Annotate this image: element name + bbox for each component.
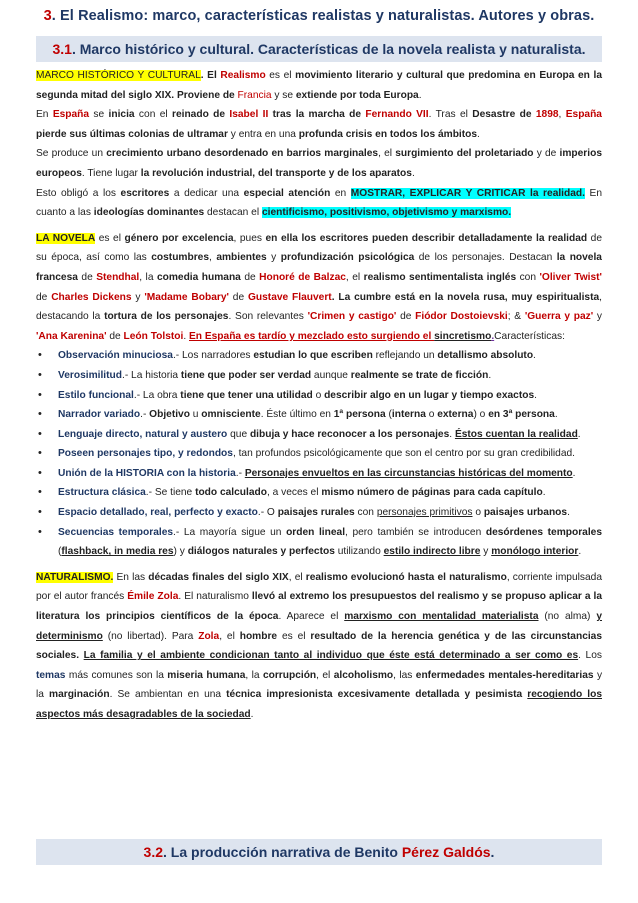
bullet-icon: • bbox=[38, 388, 42, 401]
text-run: tortura de los personajes bbox=[104, 311, 229, 323]
text-run: la novela francesa bbox=[36, 252, 602, 283]
text-run: Charles Dickens bbox=[51, 291, 132, 303]
text-run: 'Oliver Twist' bbox=[539, 271, 602, 283]
list-item bbox=[36, 405, 602, 425]
text-run: . bbox=[577, 428, 581, 440]
text-run: 'Guerra y paz' bbox=[524, 311, 594, 323]
text-run: . bbox=[572, 467, 576, 479]
text-run: profundización psicológica bbox=[280, 252, 415, 264]
text-run: 'Madame Bobary' bbox=[144, 291, 229, 303]
text-run: imperios europeos bbox=[36, 148, 602, 179]
text-run: es el bbox=[277, 630, 311, 642]
item-key: Estructura clásica bbox=[58, 487, 146, 499]
item-key: Estilo funcional bbox=[58, 389, 134, 401]
text-run: . Aparece el bbox=[278, 611, 345, 623]
text-run: miseria humana bbox=[167, 669, 246, 681]
text-run: con bbox=[354, 507, 377, 519]
section-title: . Marco histórico y cultural. Características de la novela realista y naturalista. bbox=[71, 41, 586, 57]
text-run: , pues bbox=[233, 232, 266, 244]
text-run: Características: bbox=[494, 330, 565, 342]
text-run: marxismo con mentalidad materialista bbox=[344, 611, 539, 623]
text-run: ( bbox=[58, 546, 62, 558]
text-run: Honoré de Balzac bbox=[259, 271, 346, 283]
text-run: .- bbox=[140, 409, 150, 421]
text-run: llevó al extremo los presupuestos del realismo y se propuso aplicar a la literatura los principios científicos de la época bbox=[36, 591, 602, 623]
list-item bbox=[36, 346, 602, 366]
bullet-icon: • bbox=[38, 525, 42, 538]
item-key: Lenguaje directo, natural y austero bbox=[58, 428, 228, 440]
text-run: ideologías dominantes bbox=[93, 207, 205, 219]
text-run: marginación bbox=[49, 689, 110, 701]
text-run: 'Crimen y castigo' bbox=[307, 311, 397, 323]
item-key: Verosimilitud bbox=[58, 369, 122, 381]
label-naturalismo: NATURALISMO. bbox=[36, 571, 114, 583]
text-run: . Éste último en bbox=[260, 409, 334, 421]
text-run: , bbox=[209, 252, 217, 264]
text-run: realismo sentimentalista inglés bbox=[363, 271, 517, 283]
text-run: enfermedades mentales-hereditarias bbox=[415, 669, 594, 681]
section-author: Pérez Galdós bbox=[401, 844, 491, 860]
text-run: , corriente impulsada por el autor francés bbox=[36, 571, 602, 603]
text-run: tiene que poder ser verdad bbox=[180, 369, 312, 381]
caracteristicas-list bbox=[36, 346, 602, 562]
text-run: costumbres bbox=[151, 252, 209, 264]
text-run: inicia bbox=[108, 109, 135, 121]
text-run: y bbox=[593, 311, 603, 323]
text-run: , bbox=[558, 109, 566, 121]
text-run: . bbox=[331, 291, 339, 303]
text-run: Objetivo bbox=[149, 409, 190, 421]
text-run: cientificismo, positivismo, objetivismo y marxismo. bbox=[261, 207, 512, 219]
label-novela: LA NOVELA bbox=[36, 232, 96, 244]
text-run: u bbox=[189, 409, 202, 421]
text-run: España bbox=[565, 109, 602, 121]
text-run: Stendhal bbox=[96, 271, 140, 283]
paragraph-naturalismo bbox=[36, 568, 602, 725]
text-run: en bbox=[330, 187, 351, 199]
text-run: realismo evolucionó hasta el naturalismo bbox=[305, 571, 507, 583]
text-run: Isabel II bbox=[229, 109, 269, 121]
text-run: dibuja y hace reconocer a los personajes bbox=[249, 428, 450, 440]
text-run: temas bbox=[36, 669, 66, 681]
text-run: Émile Zola bbox=[127, 591, 179, 603]
text-run: de bbox=[77, 271, 97, 283]
text-run: personajes primitivos bbox=[376, 507, 473, 519]
text-run: de bbox=[240, 271, 260, 283]
text-run: pierde sus últimas colonias de ultramar bbox=[36, 128, 228, 140]
text-run: surgimiento del proletariado bbox=[395, 148, 534, 160]
text-run: , el bbox=[288, 571, 306, 583]
text-run: alcoholismo bbox=[333, 669, 394, 681]
text-run: 1898 bbox=[535, 109, 559, 121]
text-run: monólogo interior bbox=[491, 546, 579, 558]
text-run: Esto obligó a los bbox=[36, 187, 121, 199]
text-run: o bbox=[425, 409, 438, 421]
text-run: o bbox=[312, 389, 325, 401]
text-run: Realismo bbox=[220, 70, 266, 81]
text-run: reflejando un bbox=[372, 350, 438, 362]
paragraph-escritores bbox=[36, 184, 602, 223]
text-run: especial atención bbox=[243, 187, 331, 199]
text-run: y bbox=[480, 546, 492, 558]
text-run: Fernando VII bbox=[365, 109, 429, 121]
text-run: , el bbox=[378, 148, 396, 160]
text-run: La cumbre está en la novela rusa, muy espiritualista bbox=[338, 291, 600, 303]
text-run: escritores bbox=[120, 187, 170, 199]
text-run: realmente se trate de ficción bbox=[350, 369, 489, 381]
text-run: de bbox=[228, 291, 248, 303]
text-run: La familia y el ambiente condicionan tanto al individuo que éste está determinado a ser como es bbox=[83, 650, 579, 662]
text-run: . El bbox=[200, 70, 221, 81]
text-run: , tan profundos psicológicamente que son el centro por su gran credibilidad. bbox=[232, 448, 575, 460]
text-run: Personajes envueltos en las circunstancias históricas del momento bbox=[244, 467, 573, 479]
section-number: 3.2 bbox=[143, 844, 164, 860]
text-run: León Tolstoi bbox=[123, 330, 184, 342]
text-run: En bbox=[36, 109, 53, 121]
text-run: . bbox=[488, 369, 492, 381]
text-run: .- O bbox=[257, 507, 278, 519]
text-run: y se bbox=[271, 89, 296, 101]
text-run: Se produce un bbox=[36, 148, 107, 160]
text-run: de bbox=[36, 291, 52, 303]
text-run: . bbox=[542, 487, 546, 499]
text-run: movimiento literario y cultural que predomina en Europa en la segunda mitad del siglo XIX bbox=[36, 70, 602, 101]
text-run: 1ª persona bbox=[333, 409, 386, 421]
list-item bbox=[36, 503, 602, 523]
text-run: .- Se tiene bbox=[145, 487, 196, 499]
text-run: interna bbox=[391, 409, 426, 421]
text-run: ( bbox=[385, 409, 392, 421]
text-run: . bbox=[418, 89, 422, 101]
text-run: , las bbox=[393, 669, 416, 681]
list-item bbox=[36, 523, 602, 562]
text-run: externa bbox=[437, 409, 474, 421]
text-run: , la bbox=[139, 271, 157, 283]
text-run: se bbox=[89, 109, 109, 121]
list-item bbox=[36, 386, 602, 406]
text-run: , el bbox=[345, 271, 364, 283]
text-run: . Se ambientan en una bbox=[109, 689, 227, 701]
text-run: estilo indirecto libre bbox=[383, 546, 481, 558]
text-run: ambientes bbox=[216, 252, 267, 264]
text-run: y bbox=[131, 291, 145, 303]
text-run: o bbox=[472, 507, 484, 519]
text-run: .- bbox=[235, 467, 245, 479]
text-run: reinado de bbox=[172, 109, 230, 121]
item-key: Poseen personajes tipo, y redondos bbox=[58, 448, 233, 460]
paragraph-espana bbox=[36, 105, 602, 144]
text-run: décadas finales del siglo XIX bbox=[148, 571, 289, 583]
text-run: ) o bbox=[473, 409, 489, 421]
text-run: , el bbox=[219, 630, 240, 642]
text-run: sincretismo bbox=[434, 330, 492, 342]
text-run: . bbox=[491, 330, 495, 342]
text-run: . bbox=[533, 350, 536, 362]
text-run: omnisciente bbox=[201, 409, 261, 421]
text-run: Fiódor Dostoievski bbox=[415, 311, 508, 323]
text-run: Zola bbox=[198, 630, 220, 642]
text-run: y determinismo bbox=[36, 611, 602, 642]
text-run: . El naturalismo bbox=[178, 591, 252, 603]
text-run: género por excelencia bbox=[124, 232, 234, 244]
text-run: de bbox=[106, 330, 124, 342]
text-run: . Son relevantes bbox=[228, 311, 308, 323]
text-run: , el bbox=[316, 669, 334, 681]
text-run: destacan el bbox=[204, 207, 262, 219]
text-run: . bbox=[554, 409, 558, 421]
item-key: Espacio detallado, real, perfecto y exacto bbox=[58, 507, 258, 519]
title-number: 3 bbox=[43, 8, 52, 24]
text-run: y bbox=[266, 252, 281, 264]
paragraph-urbano bbox=[36, 144, 602, 183]
text-run: y la bbox=[36, 669, 603, 701]
text-run: y entra en una bbox=[227, 128, 299, 140]
text-run: Gustave Flauvert bbox=[247, 291, 332, 303]
text-run: . bbox=[250, 709, 254, 720]
text-run: . bbox=[183, 330, 189, 342]
text-run: y de bbox=[533, 148, 560, 160]
paragraph-novela bbox=[36, 229, 602, 347]
text-run: en 3ª persona bbox=[488, 409, 555, 421]
text-run: .- La mayoría sigue un bbox=[173, 526, 287, 538]
text-run: . bbox=[449, 428, 455, 440]
label-marco: MARCO HISTÓRICO Y CULTURAL bbox=[36, 70, 201, 81]
bullet-icon: • bbox=[38, 427, 42, 440]
text-run: hombre bbox=[239, 630, 278, 642]
text-run: utilizando bbox=[334, 546, 384, 558]
text-run: que bbox=[227, 428, 250, 440]
bullet-icon: • bbox=[38, 466, 42, 479]
item-key: Secuencias temporales bbox=[58, 526, 174, 538]
text-run: tras la marcha de bbox=[268, 109, 366, 121]
text-run: detallismo absoluto bbox=[437, 350, 534, 362]
text-run: mismo número de páginas para cada capítulo bbox=[321, 487, 543, 499]
text-run: comedia humana bbox=[156, 271, 241, 283]
text-run: , la bbox=[245, 669, 263, 681]
bullet-icon: • bbox=[38, 506, 42, 519]
text-run: . Tras el bbox=[428, 109, 473, 121]
text-run: paisajes rurales bbox=[277, 507, 355, 519]
text-run: . bbox=[411, 167, 415, 179]
list-item bbox=[36, 464, 602, 484]
text-run: , a veces el bbox=[266, 487, 322, 499]
text-run: técnica impresionista excesivamente detallada y pesimista bbox=[226, 689, 523, 701]
text-run: Francia bbox=[237, 89, 272, 101]
text-run: . Proviene de bbox=[171, 89, 238, 101]
text-run: flashback, in media res bbox=[61, 546, 174, 558]
text-run: crecimiento urbano desordenado en barrios marginales bbox=[106, 148, 379, 160]
bullet-icon: • bbox=[38, 349, 42, 362]
text-run: En cuanto a las bbox=[36, 187, 602, 219]
text-run: (no libertad). Para bbox=[102, 630, 199, 642]
text-run: MOSTRAR, EXPLICAR Y CRITICAR la realidad. bbox=[350, 187, 585, 199]
text-run: extiende por toda Europa bbox=[295, 89, 419, 101]
item-key: Narrador variado bbox=[58, 409, 141, 421]
text-run: paisajes urbanos bbox=[483, 507, 568, 519]
text-run: de los personajes. Destacan bbox=[414, 252, 557, 264]
text-run: diálogos naturales y perfectos bbox=[187, 546, 335, 558]
text-run: de su época, así como las bbox=[36, 232, 602, 264]
bullet-icon: • bbox=[38, 408, 42, 421]
list-item bbox=[36, 444, 602, 464]
title-text: . El Realismo: marco, características realistas y naturalistas. Autores y obras. bbox=[51, 8, 595, 24]
text-run: profunda crisis en todos los ámbitos bbox=[298, 128, 478, 140]
section-heading-3-1 bbox=[36, 36, 602, 62]
text-run: resultado de la herencia genética y de las circunstancias sociales. bbox=[36, 630, 603, 662]
text-run: Éstos cuentan la realidad bbox=[454, 428, 578, 440]
document-body bbox=[36, 66, 602, 725]
section-title: . La producción narrativa de Benito bbox=[163, 844, 402, 860]
text-run: .- La obra bbox=[133, 389, 181, 401]
text-run: ) y bbox=[173, 546, 188, 558]
text-run: , pero también se introducen bbox=[345, 526, 486, 538]
text-run: . Tiene lugar bbox=[81, 167, 141, 179]
text-run: con el bbox=[134, 109, 172, 121]
item-key: Unión de la HISTORIA con la historia bbox=[58, 467, 236, 479]
text-run: 'Ana Karenina' bbox=[36, 330, 107, 342]
text-run: . bbox=[477, 128, 480, 140]
text-run: España bbox=[52, 109, 90, 121]
text-run: .- La historia bbox=[121, 369, 181, 381]
bullet-icon: • bbox=[38, 368, 42, 381]
text-run: En España es tardío y mezclado esto surgiendo el bbox=[189, 330, 435, 342]
text-run: a dedicar una bbox=[169, 187, 244, 199]
list-item bbox=[36, 425, 602, 445]
text-run: . Los bbox=[578, 650, 602, 662]
text-run: es el bbox=[265, 70, 296, 81]
text-run: En las bbox=[113, 571, 149, 583]
bullet-icon: • bbox=[38, 447, 42, 460]
text-run: orden lineal bbox=[286, 526, 346, 538]
section-title-end: . bbox=[490, 844, 495, 860]
text-run: . bbox=[534, 389, 537, 401]
text-run: es el bbox=[95, 232, 125, 244]
text-run: aunque bbox=[311, 369, 351, 381]
text-run: la revolución industrial, del transporte y de los aparatos bbox=[140, 167, 412, 179]
text-run: más comunes son la bbox=[65, 669, 168, 681]
paragraph-marco bbox=[36, 66, 602, 105]
text-run: en ella los escritores pueden describir detalladamente la realidad bbox=[265, 232, 588, 244]
text-run: corrupción bbox=[262, 669, 317, 681]
bullet-icon: • bbox=[38, 486, 42, 499]
text-run: (no alma) bbox=[538, 611, 597, 623]
text-run: tiene que tener una utilidad bbox=[180, 389, 313, 401]
list-item bbox=[36, 483, 602, 503]
text-run: desórdenes temporales bbox=[485, 526, 602, 538]
item-key: Observación minuciosa bbox=[58, 350, 173, 362]
text-run: . bbox=[567, 507, 570, 519]
text-run: Desastre de bbox=[472, 109, 536, 121]
text-run: estudian lo que escriben bbox=[253, 350, 373, 362]
text-run: con bbox=[516, 271, 540, 283]
page-title bbox=[0, 8, 638, 24]
text-run: , destacando la bbox=[36, 291, 603, 323]
text-run: .- Los narradores bbox=[172, 350, 254, 362]
text-run: de bbox=[396, 311, 416, 323]
text-run: recogiendo los aspectos más desagradables de la sociedad bbox=[36, 689, 602, 720]
text-run: . bbox=[578, 546, 582, 558]
text-run: ; & bbox=[507, 311, 525, 323]
section-number: 3.1 bbox=[52, 41, 72, 57]
text-run: describir algo en un lugar y tiempo exactos bbox=[324, 389, 535, 401]
list-item bbox=[36, 366, 602, 386]
text-run: todo calculado bbox=[195, 487, 267, 499]
section-heading-3-2 bbox=[36, 839, 602, 865]
